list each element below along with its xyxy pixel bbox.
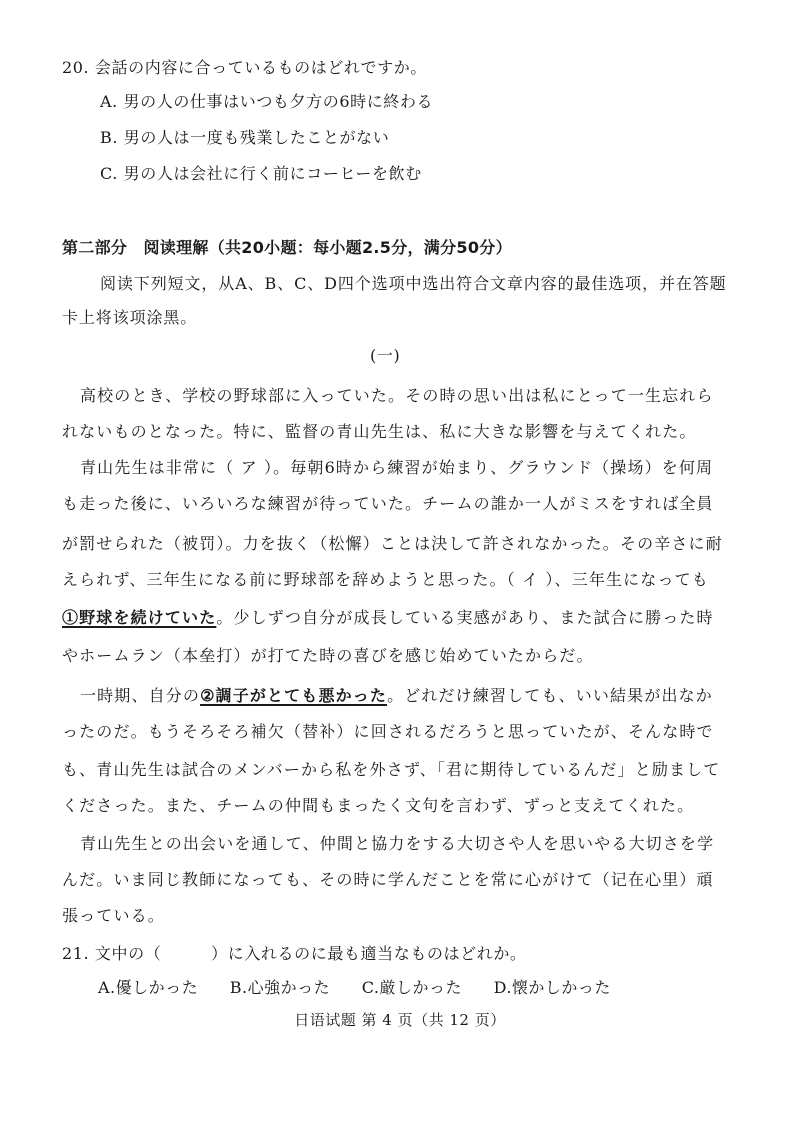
passage-line: んだ。いま同じ教師になっても、その時に学んだことを常に心がけて（记在心里）頑 [62,870,714,889]
passage-line: れないものとなった。特に、監督の青山先生は、私に大きな影響を与えてくれた。 [62,422,697,441]
passage-line: 青山先生は非常に（ ア ）。毎朝6時から練習が始まり、グラウンド（操场）を何周 [80,458,714,477]
section-instruction-line-2: 卡上将该项涂黑。 [62,308,198,327]
passage-line: 青山先生との出会いを通して、仲間と協力をする大切さや人を思いやる大切さを学 [80,834,715,853]
passage-text: 一時期、自分の [80,686,201,705]
passage-number: (一) [370,346,401,365]
passage-line: ったのだ。もうそろそろ補欠（替补）に回されるだろうと思っていたが、そんな時で [62,722,714,741]
passage-line: 張っている。 [62,906,165,925]
section-instruction-line-1: 阅读下列短文，从A、B、C、D四个选项中选出符合文章内容的最佳选项，并在答题 [100,274,727,293]
passage-line: くださった。また、チームの仲間もまったく文句を言わず、ずっと支えてくれた。 [62,796,695,815]
question-21: 21. 文中の（ ）に入れるのに最も適当なものはどれか。 [62,944,527,963]
passage-line: も、青山先生は試合のメンバーから私を外さず、「君に期待しているんだ」と励まして [62,760,721,779]
question-20-option-c: C. 男の人は会社に行く前にコーヒーを飲む [100,164,422,183]
question-21-option-a: A.優しかった [98,978,199,997]
question-21-option-c: C.厳しかった [361,978,462,997]
section-title: 第二部分 阅读理解（共20小题：每小题2.5分，满分50分） [62,238,512,257]
passage-line: が罰せられた（被罚）。力を抜く（松懈）ことは決して許されなかった。その辛さに耐 [62,534,723,553]
passage-line: も走った後に、いろいろな練習が待っていた。チームの誰か一人がミスをすれば全員 [62,494,714,513]
question-20: 20. 会話の内容に合っているものはどれですか。 [62,58,427,77]
underlined-phrase-2: ②調子がとても悪かった [200,686,388,705]
passage-text: 。どれだけ練習しても、いい結果が出なか [387,686,713,705]
page-footer: 日语试题 第 4 页（共 12 页） [294,1011,506,1029]
passage-line: やホームラン（本垒打）が打てた時の喜びを感じ始めていたからだ。 [62,646,594,665]
question-20-option-b: B. 男の人は一度も残業したことがない [100,128,390,147]
question-20-option-a: A. 男の人の仕事はいつも夕方の6時に終わる [100,92,434,111]
passage-text: 。少しずつ自分が成長している実感があり、また試合に勝った時 [216,608,714,627]
question-21-options [98,978,637,998]
passage-line [80,686,713,706]
passage-line: えられず、三年生になる前に野球部を辞めようと思った。（ イ ）、三年生になっても [62,570,709,589]
underlined-phrase-1: ①野球を続けていた [62,608,217,627]
passage-line: 高校のとき、学校の野球部に入っていた。その時の思い出は私にとって一生忘れら [80,386,714,405]
question-21-option-b: B.心強かった [229,978,331,997]
passage-line [62,608,714,628]
question-21-option-d: D.懐かしかった [493,978,611,997]
